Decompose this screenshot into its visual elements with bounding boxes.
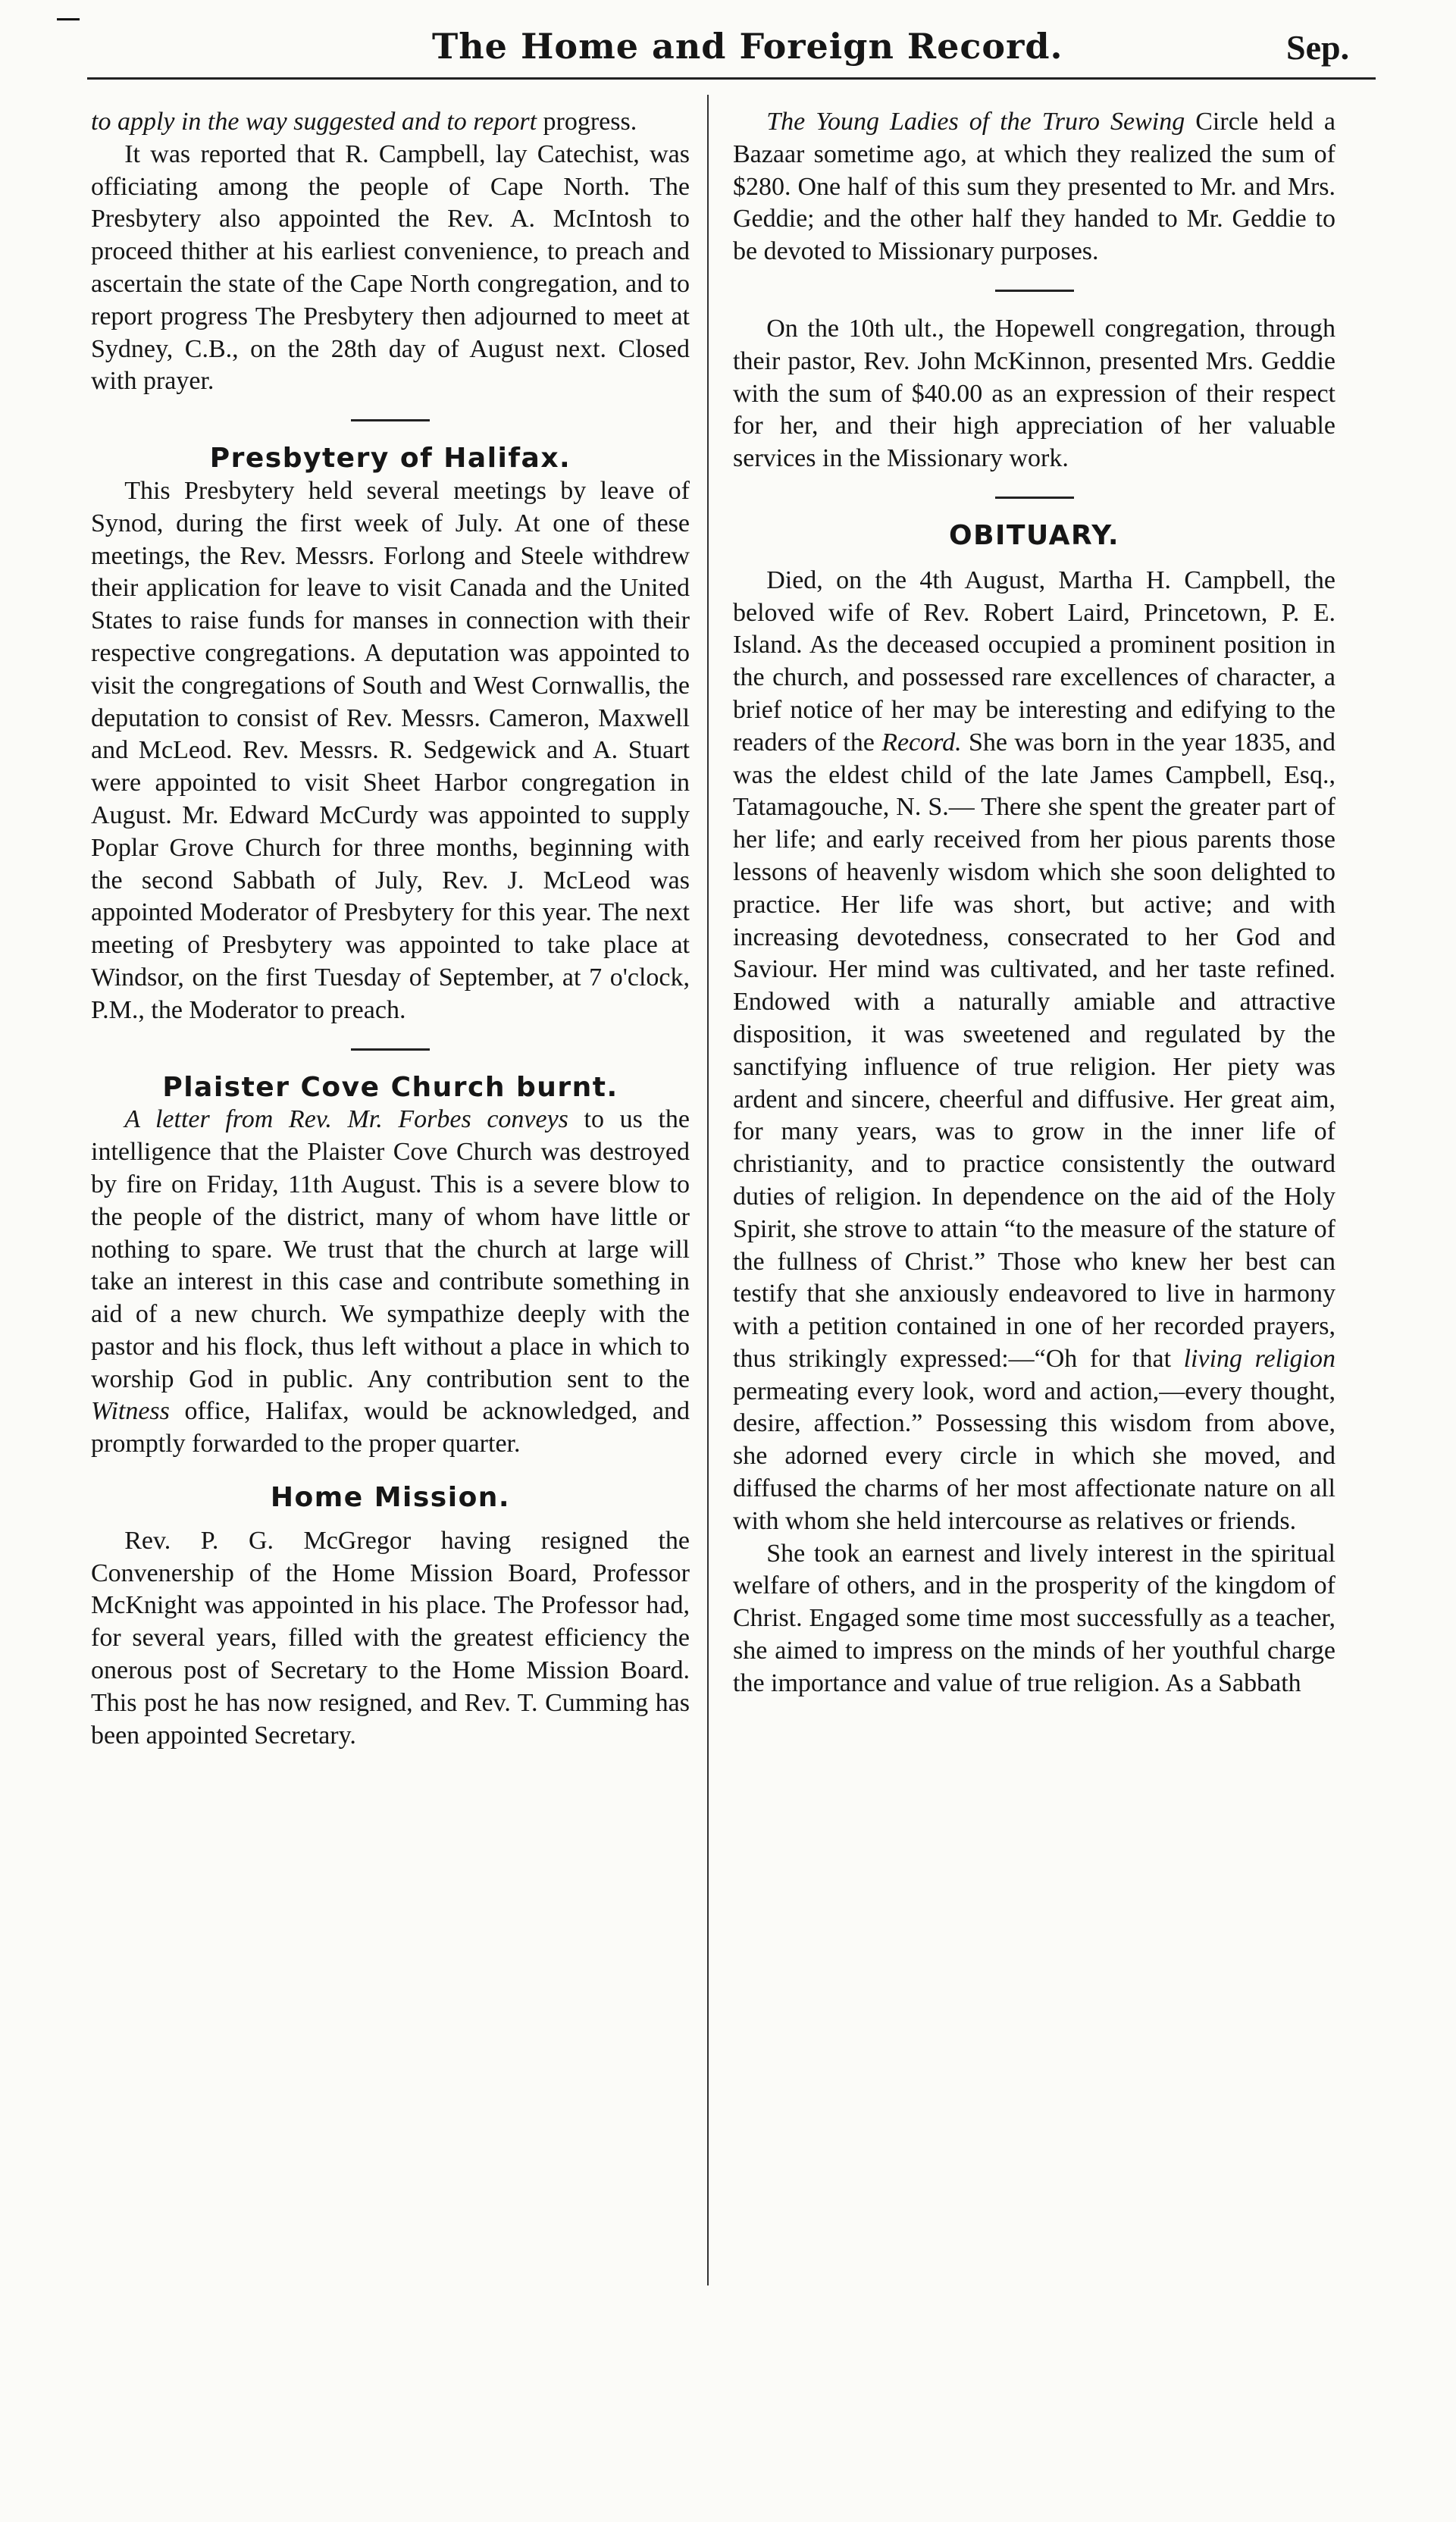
witness-title: Witness [91,1397,170,1426]
cape-north-paragraph: It was reported that R. Campbell, lay Catechist, was officiating among the people of Cape North. The Presbytery also appointed the Rev. A. McIntosh to proceed thither at his earliest convenience, to preach and ascertain the state of the Cape North congregation, and to report progress The Presbytery then adjourned to meet at Sydney, C.B., on the 28th day of August next. Closed with prayer. [91,139,690,396]
plaister-heading: Plaister Cove Church burnt. [162,1071,618,1103]
halifax-heading: Presbytery of Halifax. [209,443,571,475]
plaister-body: to us the intelligence that the Plaister Cove Church was destroyed by fire on Friday, 11th August. This is a severe blow to the people of the district, many of whom have little or nothing to spare. We trust that the church at large will take an interest in this case and contribute something in aid of a new church. We sympathize deeply with the pastor and his flock, thus left without a place in which to worship God in public. Any contribution sent to the [91,1105,690,1393]
truro-paragraph [733,106,1335,268]
continued-paragraph [91,106,690,139]
halifax-paragraph: This Presbytery held several meetings by leave of Synod, during the first week of July. At one of these meetings, the Rev. Messrs. Forlong and Steele withdrew their application for leave to visit Canada and the United States to raise funds for manses in connection with their respective congregations. A deputation was appointed to visit the congregations of South and West Cornwallis, the deputation to consist of Rev. Messrs. Cameron, Maxwell and McLeod. Rev. Messrs. R. Sedgewick and A. Stuart were appointed to visit Sheet Harbor congregation in August. Mr. Edward McCurdy was appointed to supply Poplar Grove Church for three months, beginning with the second Sabbath of July, Rev. J. McLeod was appointed Moderator of Presbytery for this year. The next meeting of Presbytery was appointed to take place at Windsor, on the first Tuesday of September, at 7 o'clock, P.M., the Moderator to preach. [91,476,690,1024]
truro-lead: The Young Ladies of the Truro Sewing [766,108,1185,136]
column-divider [707,95,709,2285]
right-column [733,106,1335,1700]
continued-text: progress. [537,108,637,136]
obituary-text-b: She was born in the year 1835, and was the eldest child of the late James Campbell, Esq., Tatamagouche, N. S.— There she spent the greater part of her life; and early received from her pious parents those lessons of heavenly wisdom which she soon delighted to practice. Her life was short, but active; and with increasing devotedness, consecrated to her God and Saviour. Her mind was cultivated, and her taste refined. Endowed with a naturally amiable and attractive disposition, it was sweetened and regulated by the sanctifying influence of true religion. Her piety was ardent and sincere, cheerful and diffusive. Her great aim, for many years, was to grow in the inner life of christianity, and to practice consistently the outward duties of religion. In dependence on the aid of the Holy Spirit, she strove to attain “to the measure of the stature of the fullness of Christ.” Those who knew her best can testify that she anxiously endeavored to live in harmony with a petition contained in one of her recorded prayers, thus strikingly expressed:—“Oh for that [733,728,1335,1373]
obituary-text-c: permeating every look, word and action,—every thought, desire, affection.” Possessing this wisdom from above, she adorned every circle in which she moved, and diffused the charms of her most affectionate nature on all with whom she held intercourse as relatives or friends. [733,1377,1335,1535]
obituary-text-a: Died, on the 4th August, Martha H. Campbell, the beloved wife of Rev. Robert Laird, Princetown, P. E. Island. As the deceased occupied a prominent position in the church, and possessed rare excellences of character, a brief notice of her may be interesting and edifying to the readers of the [733,565,1335,757]
plaister-body-end: office, Halifax, would be acknowledged, and promptly forwarded to the proper quarter. [91,1397,690,1458]
hopewell-paragraph: On the 10th ult., the Hopewell congregation, through their pastor, Rev. John McKinnon, presented Mrs. Geddie with the sum of $40.00 as an expression of their respect for her, and their high appreciation of her valuable services in the Missionary work. [733,314,1335,473]
left-column [91,106,690,1752]
continued-italic: to apply in the way suggested and to report [91,108,537,136]
obituary-paragraph-2: She took an earnest and lively interest in the spiritual welfare of others, and in the prosperity of the kingdom of Christ. Engaged some time most successfully as a teacher, she aimed to impress on the minds of her youthful charge the importance and value of true religion. As a Sabbath [733,1539,1335,1697]
page-header [0,0,1456,91]
running-month: Sep. [1286,28,1350,67]
home-mission-paragraph: Rev. P. G. McGregor having resigned the Convenership of the Home Mission Board, Professor McKnight was appointed in his place. The Professor had, for several years, filled with the greatest efficiency the onerous post of Secretary to the Home Mission Board. This post he has now resigned, and Rev. T. Cumming has been appointed Secretary. [91,1526,690,1750]
running-title: The Home and Foreign Record. [432,26,1063,67]
record-title: Record. [881,728,962,757]
truro-body: Circle held a Bazaar sometime ago, at which they realized the sum of $280. One half of this sum they presented to Mr. and Mrs. Geddie; and the other half they handed to Mr. Geddie to be devoted to Missionary purposes. [733,108,1336,266]
obituary-paragraph-1 [733,565,1335,1538]
header-rule [87,77,1376,80]
home-mission-heading: Home Mission. [270,1482,511,1514]
obituary-heading: OBITUARY. [948,519,1120,551]
plaister-lead: A letter from Rev. Mr. Forbes conveys [124,1105,568,1134]
corner-mark [57,18,80,20]
living-religion: living religion [1183,1344,1335,1373]
plaister-paragraph [91,1104,690,1461]
